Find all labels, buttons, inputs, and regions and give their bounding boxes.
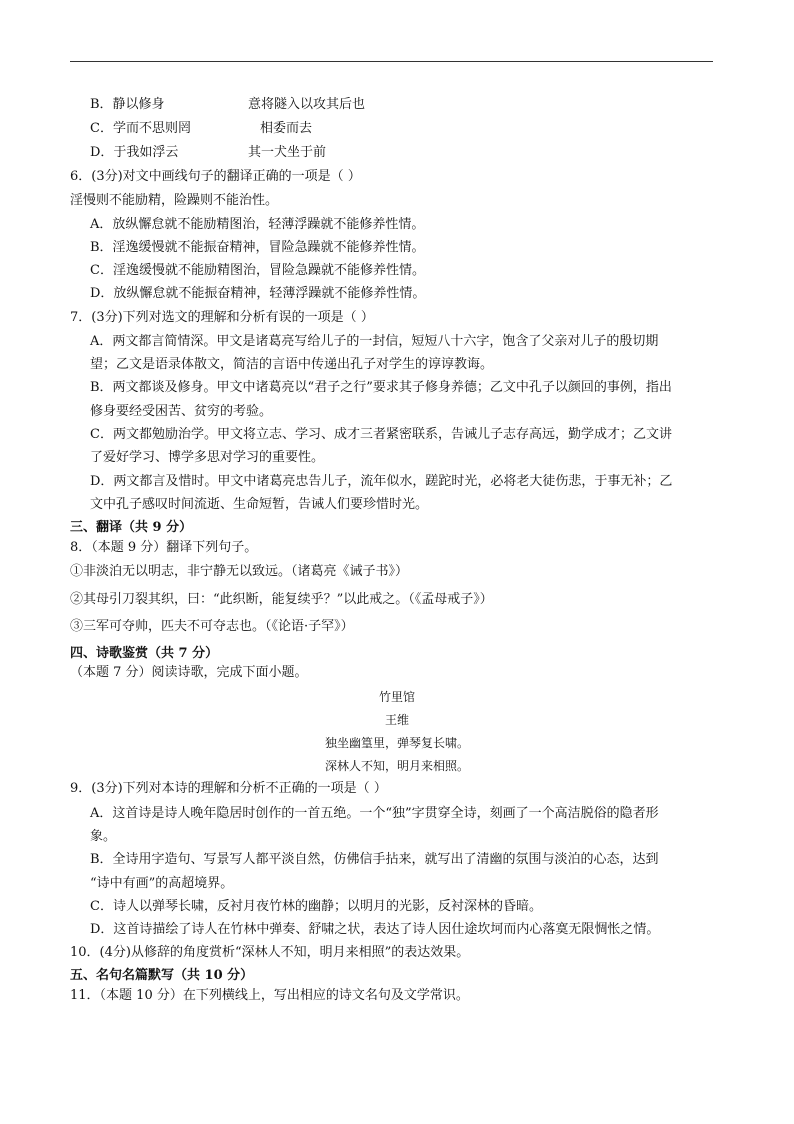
q5-option-c-label: C．学而不思则罔 [90,121,191,136]
q9-line: D．这首诗描绘了诗人在竹林中弹奏、舒啸之状，表达了诗人因仕途坎坷而内心落寞无限惆怅之情。 [90,922,660,937]
section-heading: 五、名句名篇默写（共 10 分） [70,968,254,983]
q5-option-b-label: B．静以修身 [90,97,165,112]
q5-option-d-label: D．于我如浮云 [90,145,179,160]
q6-stem: 6．(3分)对文中画线句子的翻译正确的一项是（ ） [70,169,361,184]
q11-stem: 11．（本题 10 分）在下列横线上，写出相应的诗文名句及文学常识。 [70,988,469,1003]
q9-line: A．这首诗是诗人晚年隐居时创作的一首五绝。一个“独”字贯穿全诗，刻画了一个高洁脱俗的隐者形 [90,806,659,821]
q8-item: ③三军可夺帅，匹夫不可夺志也。（《论语·子罕》） [70,619,354,634]
q7-line: 望；乙文是语录体散文，简洁的言语中传递出孔子对学生的谆谆教诲。 [90,357,494,372]
q6-option-d: D．放纵懈怠就不能振奋精神，轻薄浮躁就不能修养性情。 [90,286,426,301]
q6-option-c: C．淫逸缓慢就不能励精图治，冒险急躁就不能修养性情。 [90,263,425,278]
q9-stem: 9．(3分)下列对本诗的理解和分析不正确的一项是（ ） [70,781,387,796]
q7-line: 了爱好学习、博学多思对学习的重要性。 [90,450,325,465]
q6-option-b: B．淫逸缓慢就不能振奋精神，冒险急躁就不能修养性情。 [90,240,425,255]
q5-option-b-match: 意将隧入以攻其后也 [248,97,366,112]
q10-stem: 10．(4分)从修辞的角度赏析“深林人不知，明月来相照”的表达效果。 [70,945,470,960]
section-heading: 四、诗歌鉴赏（共 7 分） [70,646,219,661]
q7-line: D．两文都言及惜时。甲文中诸葛亮忠告儿子，流年似水，蹉跎时光，必将老大徒伤悲，于事无补；乙 [90,474,673,489]
q9-line: C．诗人以弹琴长啸，反衬月夜竹林的幽静；以明月的光影，反衬深林的昏暗。 [90,899,542,914]
q7-line: 文中孔子感叹时间流逝、生命短暂，告诫人们要珍惜时光。 [90,497,429,512]
q9-line: 象。 [90,829,117,844]
q7-line: C．两文都勉励治学。甲文将立志、学习、成才三者紧密联系，告诫儿子志存高远，勤学成才；乙文讲 [90,427,672,442]
poem-line: 深林人不知，明月来相照。 [324,759,469,773]
q7-line: 修身要经受困苦、贫穷的考验。 [90,404,273,419]
q7-line: A．两文都言简情深。甲文是诸葛亮写给儿子的一封信，短短八十六字，饱含了父亲对儿子的殷切期 [90,334,659,349]
q6-option-a: A．放纵懈怠就不能励精图治，轻薄浮躁就不能修养性情。 [90,217,425,232]
q9-line: “诗中有画”的高超境界。 [90,876,234,891]
q8-item: ①非淡泊无以明志，非宁静无以致远。（诸葛亮《诫子书》） [70,564,409,579]
q9-line: B．全诗用字造句、写景写人都平淡自然，仿佛信手拈来，就写出了清幽的氛围与淡泊的心态，达到 [90,852,659,867]
section-heading: 三、翻译（共 9 分） [70,520,193,535]
poem-author: 王维 [384,713,409,727]
q8-item: ②其母引刀裂其织，曰：“此织断，能复续乎？”以此戒之。（《孟母戒子》） [70,592,493,607]
poem-line: 独坐幽篁里，弹琴复长啸。 [324,736,469,750]
q5-option-c-match: 相委而去 [260,121,313,136]
q7-line: B．两文都谈及修身。甲文中诸葛亮以“君子之行”要求其子修身养德；乙文中孔子以颜回的事例，指出 [90,380,672,395]
poem-title: 竹里馆 [378,690,415,704]
q5-option-d-match: 其一犬坐于前 [248,145,327,160]
header-rule [70,61,713,62]
q8-stem: 8．（本题 9 分）翻译下列句子。 [70,540,258,555]
q6-sentence: 淫慢则不能励精，险躁则不能治性。 [70,193,279,208]
q7-stem: 7．(3分)下列对选文的理解和分析有误的一项是（ ） [70,310,374,325]
section4-intro: （本题 7 分）阅读诗歌，完成下面小题。 [70,665,308,680]
